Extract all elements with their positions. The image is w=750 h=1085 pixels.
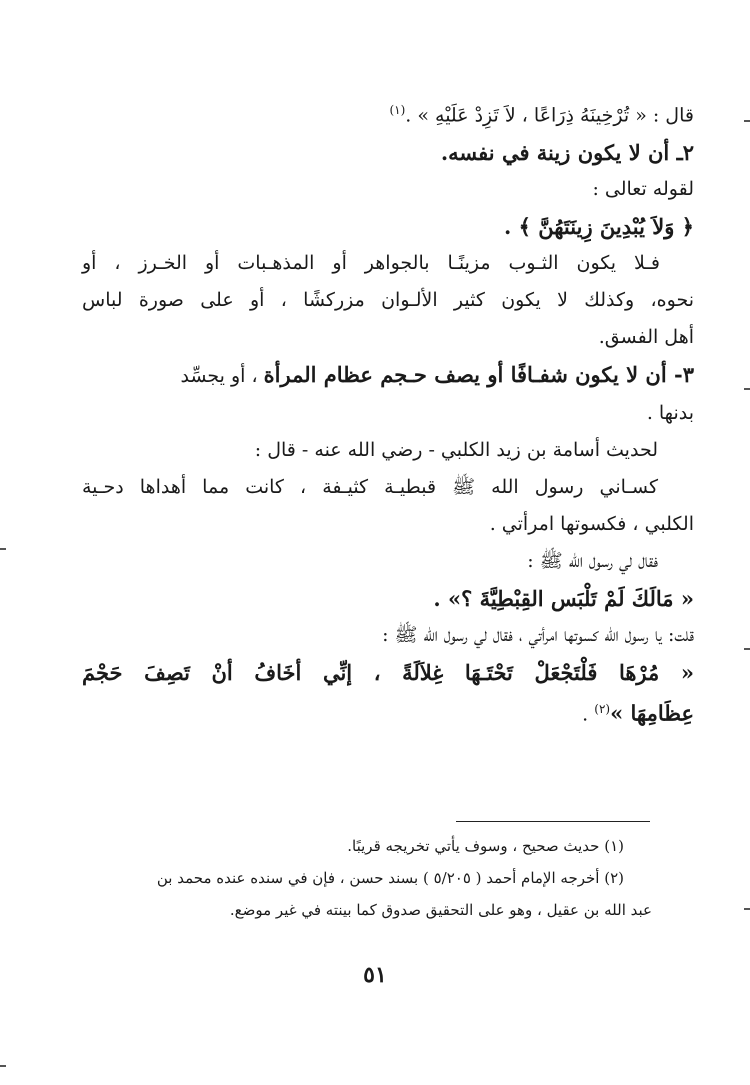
- text-line: الكلبي ، فكسوتها امرأتي .: [489, 513, 694, 536]
- text-line: كسـاني رسول الله ﷺ قبطيـة كثيـفة ، كانت مما أهداها دحـية: [82, 476, 658, 499]
- margin-mark: [0, 1065, 6, 1067]
- margin-mark: [0, 548, 6, 550]
- text-line: فـلا يكون الثـوب مزينًـا بالجواهر أو المذهـبات أو الخـرز ، أو: [82, 252, 660, 275]
- footnote-1: (١) حديث صحيح ، وسوف يأتي تخريجه قريبًا.: [347, 837, 624, 855]
- text-line: بدنها .: [646, 402, 694, 425]
- margin-mark: [744, 648, 750, 650]
- hadith-quote: « مُرْهَا فَلْتَجْعَلْ تَحْتَـهَا غِلاَلَةً ، إنِّي أخَافُ أنْ تَصِفَ حَجْمَ: [82, 660, 694, 686]
- margin-mark: [744, 120, 750, 122]
- text-line: قلت: يا رسول الله كسوتها امرأتي ، فقال لي رسول الله ﷺ :: [382, 624, 694, 647]
- text-line: لحديث أسامة بن زيد الكلبي - رضي الله عنه - قال :: [254, 439, 658, 462]
- hadith-quote: عِظَامِهَا »: [610, 700, 694, 726]
- heading-condition-2: ٢ـ أن لا يكون زينة في نفسه.: [440, 140, 694, 166]
- footnote-2-continued: عبد الله بن عقيل ، وهو على التحقيق صدوق كما بينته في غير موضع.: [229, 901, 652, 919]
- heading-condition-3-bold: ٣- أن لا يكون شفـافًا أو يصف حـجم عظام المرأة: [263, 362, 694, 388]
- quran-verse: ﴿ وَلاَ يُبْدِينَ زِينَتَهُنَّ ﴾ .: [504, 214, 694, 240]
- text-line: ، أو يجسِّد: [180, 365, 264, 388]
- text-line: نحوه، وكذلك لا يكون كثير الألـوان مزركشًا ، أو على صورة لباس: [82, 289, 694, 312]
- heading-condition-3: [82, 356, 694, 395]
- text-line: .: [582, 703, 595, 726]
- text-line: [82, 92, 694, 134]
- footnote-ref: (٢): [594, 702, 611, 717]
- text-line: أهل الفسق.: [598, 326, 694, 349]
- footnotes: [62, 830, 652, 926]
- hadith-quote: « مَالَكَ لَمْ تَلْبَس القِبْطِيَّةَ ؟» .: [433, 586, 694, 612]
- footnote-2: (٢) أخرجه الإمام أحمد ( ٥/٢٠٥ ) بسند حسن ، فإن في سنده عنده محمد بن: [156, 869, 624, 887]
- hadith-quote: قال : « تُرْخِينَهُ ذِرَاعًا ، لاَ تَزِدْ عَلَيْهِ » .: [405, 104, 694, 127]
- text-line: فقال لي رسول الله ﷺ :: [527, 550, 658, 573]
- footnote-divider: [456, 821, 650, 822]
- footnote-ref: (١): [389, 103, 406, 117]
- text-line: [82, 691, 694, 733]
- margin-mark: [744, 388, 750, 390]
- margin-mark: [744, 908, 750, 910]
- text-line: لقوله تعالى :: [592, 178, 694, 201]
- page-number: ٥١: [363, 962, 387, 988]
- page-body: [82, 92, 694, 734]
